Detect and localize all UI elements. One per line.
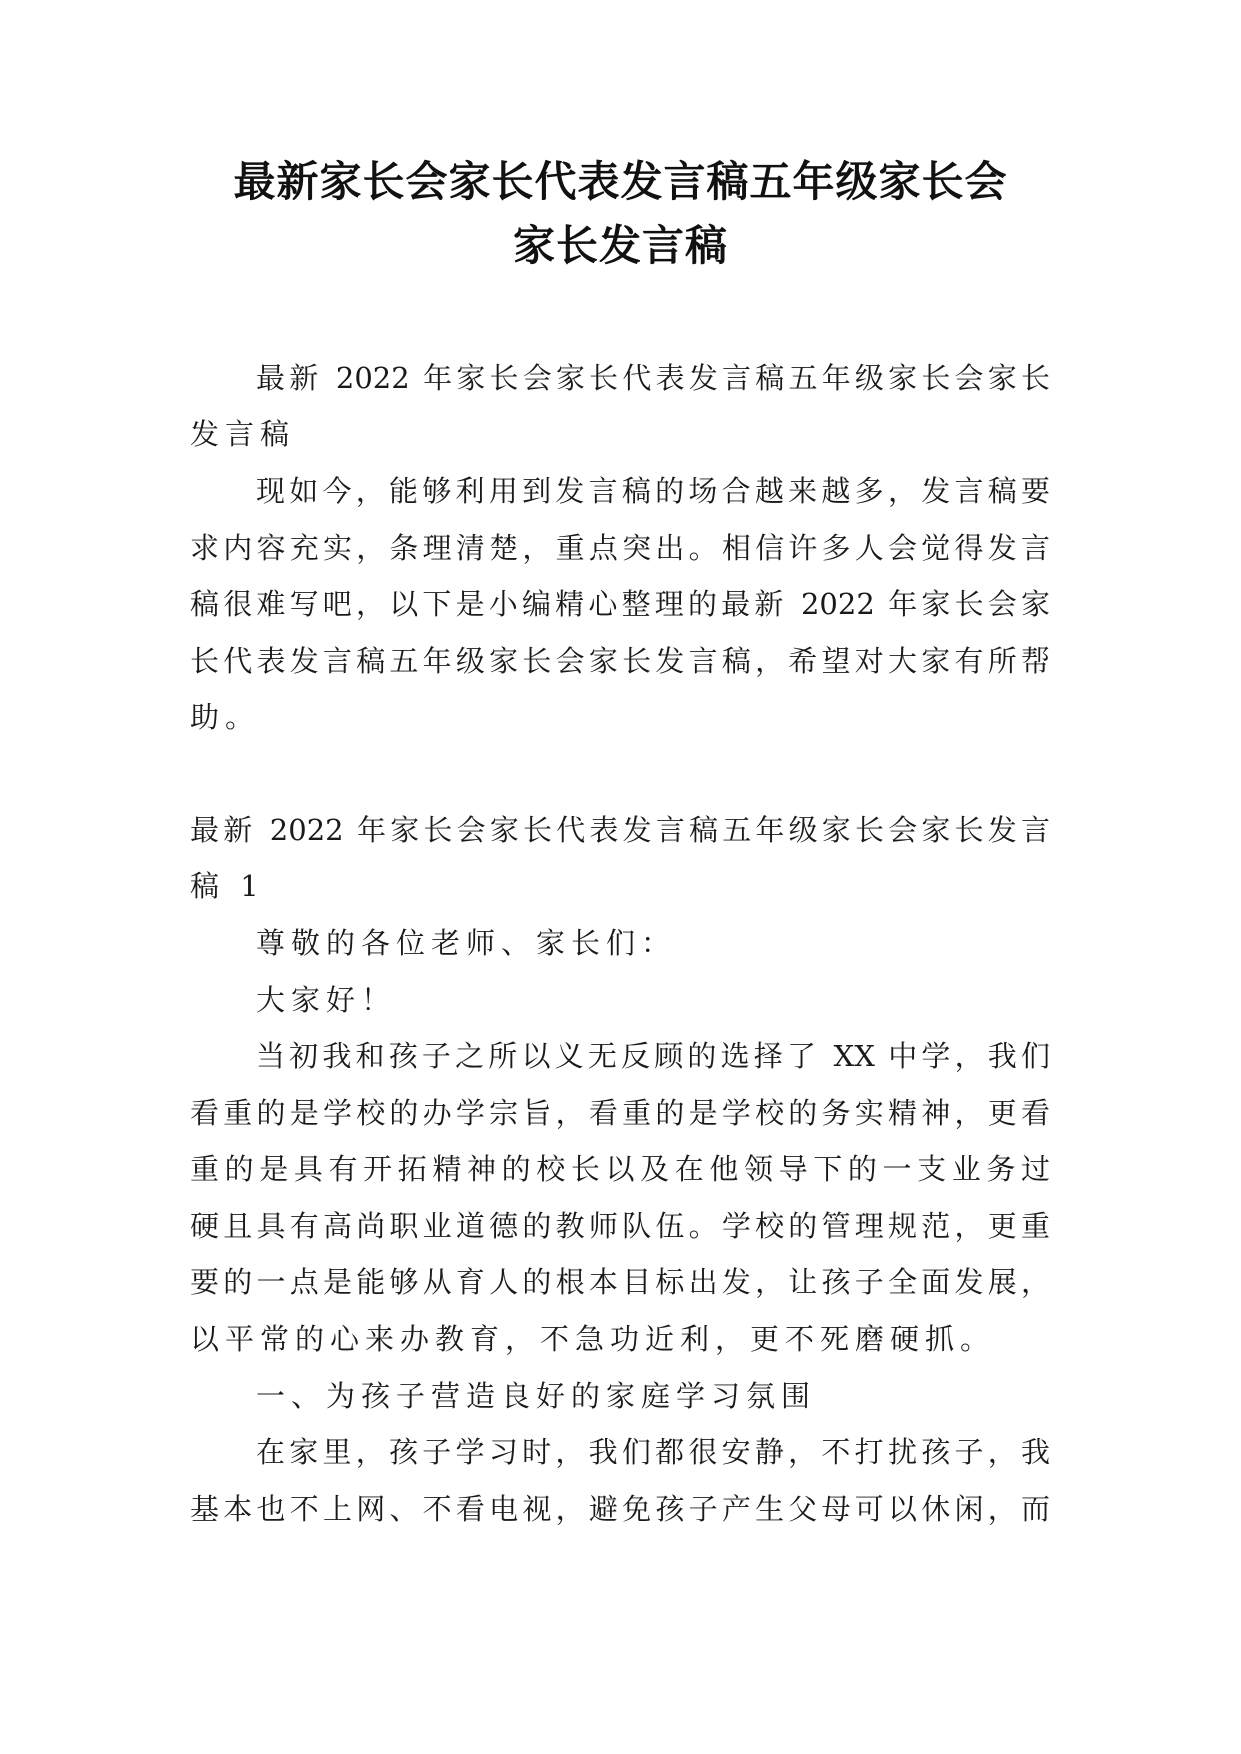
paragraph-line: 以平常的心来办教育，不急功近利，更不死磨硬抓。 (190, 1322, 996, 1356)
paragraph-line: 重的是具有开拓精神的校长以及在他领导下的一支业务过 (190, 1152, 1050, 1186)
paragraph-line: 当初我和孩子之所以义无反顾的选择了 XX 中学，我们 (256, 1039, 1050, 1073)
paragraph-line: 现如今，能够利用到发言稿的场合越来越多，发言稿要 (256, 474, 1050, 508)
document-title-line-2: 家长发言稿 (512, 221, 728, 270)
paragraph-line: 求内容充实，条理清楚，重点突出。相信许多人会觉得发言 (190, 531, 1050, 565)
section-heading-line: 最新 2022 年家长会家长代表发言稿五年级家长会家长发言 (190, 813, 1050, 847)
paragraph-line: 看重的是学校的办学宗旨，看重的是学校的务实精神，更看 (190, 1096, 1050, 1130)
paragraph-line: 在家里，孩子学习时，我们都很安静，不打扰孩子，我 (256, 1435, 1050, 1469)
salutation: 尊敬的各位老师、家长们： (256, 926, 677, 960)
greeting: 大家好！ (256, 983, 397, 1017)
section-heading-line: 稿 1 (190, 869, 265, 903)
paragraph-line: 发言稿 (190, 417, 296, 451)
paragraph-line: 硬且具有高尚职业道德的教师队伍。学校的管理规范，更重 (190, 1209, 1050, 1243)
paragraph-line: 稿很难写吧，以下是小编精心整理的最新 2022 年家长会家 (190, 587, 1050, 621)
paragraph-line: 长代表发言稿五年级家长会家长发言稿，希望对大家有所帮 (190, 644, 1050, 678)
paragraph-line: 要的一点是能够从育人的根本目标出发，让孩子全面发展， (190, 1265, 1050, 1299)
subsection-heading: 一、为孩子营造良好的家庭学习氛围 (256, 1379, 817, 1413)
paragraph-line: 助。 (190, 700, 261, 734)
paragraph-line: 基本也不上网、不看电视，避免孩子产生父母可以休闲，而 (190, 1492, 1050, 1526)
paragraph-line: 最新 2022 年家长会家长代表发言稿五年级家长会家长 (256, 361, 1050, 395)
document-title-line-1: 最新家长会家长代表发言稿五年级家长会 (233, 157, 1008, 206)
